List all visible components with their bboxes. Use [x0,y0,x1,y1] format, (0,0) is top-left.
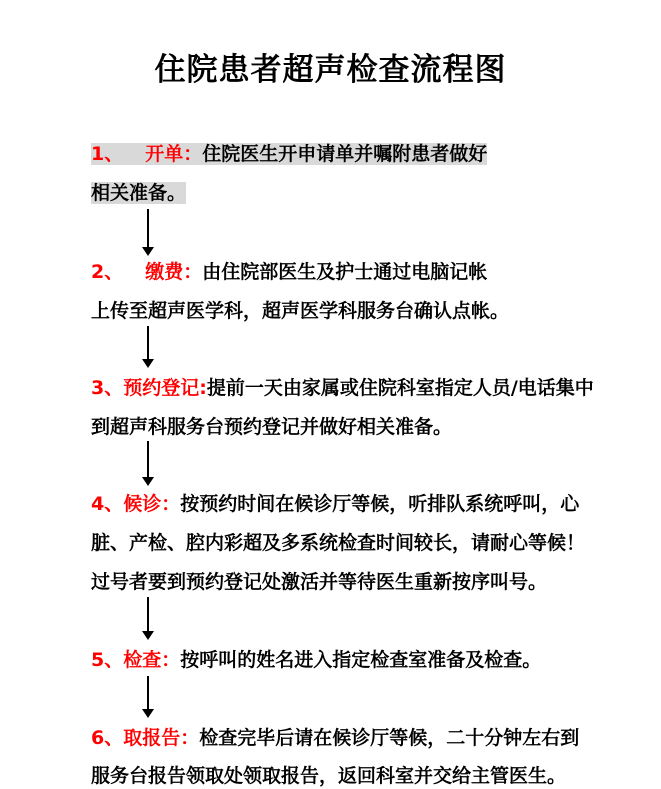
step-3-line-1 [91,375,594,401]
step-6-label: 取报告： [123,727,200,749]
step-2-text-cont: 上传至超声医学科，超声医学科服务台确认点帐。 [91,300,510,322]
step-6-text: 检查完毕后请在候诊厅等候，二十分钟左右到 [199,727,580,749]
flow-arrow-icon [142,441,154,486]
step-1-line-2 [91,180,186,206]
step-1-line-1 [91,141,487,167]
step-3-number: 3、 [91,377,124,399]
step-4-line-2 [91,530,585,556]
step-4-line-3 [91,569,547,595]
step-2-label: 缴费： [145,261,203,283]
step-2-text: 由住院部医生及护士通过电脑记帐 [202,261,488,283]
step-6-text-cont: 服务台报告领取处领取报告，返回科室并交给主管医生。 [91,765,567,787]
step-3-label: 预约登记: [123,377,207,399]
step-2-line-2 [91,298,509,324]
step-3-text: 提前一天由家属或住院科室指定人员/电话集中 [206,377,594,399]
step-4-label: 候诊： [123,493,181,515]
step-1-label: 开单： [145,143,203,165]
step-6-number: 6、 [91,727,124,749]
step-4-line-1 [91,491,579,517]
step-4-text: 按预约时间在候诊厅等候，听排队系统呼叫，心 [180,493,580,515]
step-3-line-2 [91,414,452,440]
flow-arrow-icon [142,326,154,368]
step-4-number: 4、 [91,493,124,515]
step-4-text-cont-2: 过号者要到预约登记处激活并等待医生重新按序叫号。 [91,571,548,593]
step-1-text-cont: 相关准备。 [91,182,187,204]
step-2-number: 2、 [91,261,124,283]
page-title: 住院患者超声检查流程图 [154,52,507,88]
step-6-line-2 [91,763,566,789]
step-2-line-1 [91,259,487,285]
step-5-text: 按呼叫的姓名进入指定检查室准备及检查。 [180,649,542,671]
step-5-number: 5、 [91,649,124,671]
flow-arrow-icon [142,597,154,640]
step-1-text: 住院医生开申请单并嘱附患者做好 [202,143,488,165]
step-1-number: 1、 [91,143,124,165]
step-4-text-cont: 脏、产检、腔内彩超及多系统检查时间较长，请耐心等候！ [91,532,586,554]
step-6-line-1 [91,725,579,751]
flow-arrow-icon [142,676,154,718]
step-5-label: 检查： [123,649,181,671]
flow-arrow-icon [142,209,154,256]
step-5-line-1 [91,647,541,673]
step-3-text-cont: 到超声科服务台预约登记并做好相关准备。 [91,416,453,438]
